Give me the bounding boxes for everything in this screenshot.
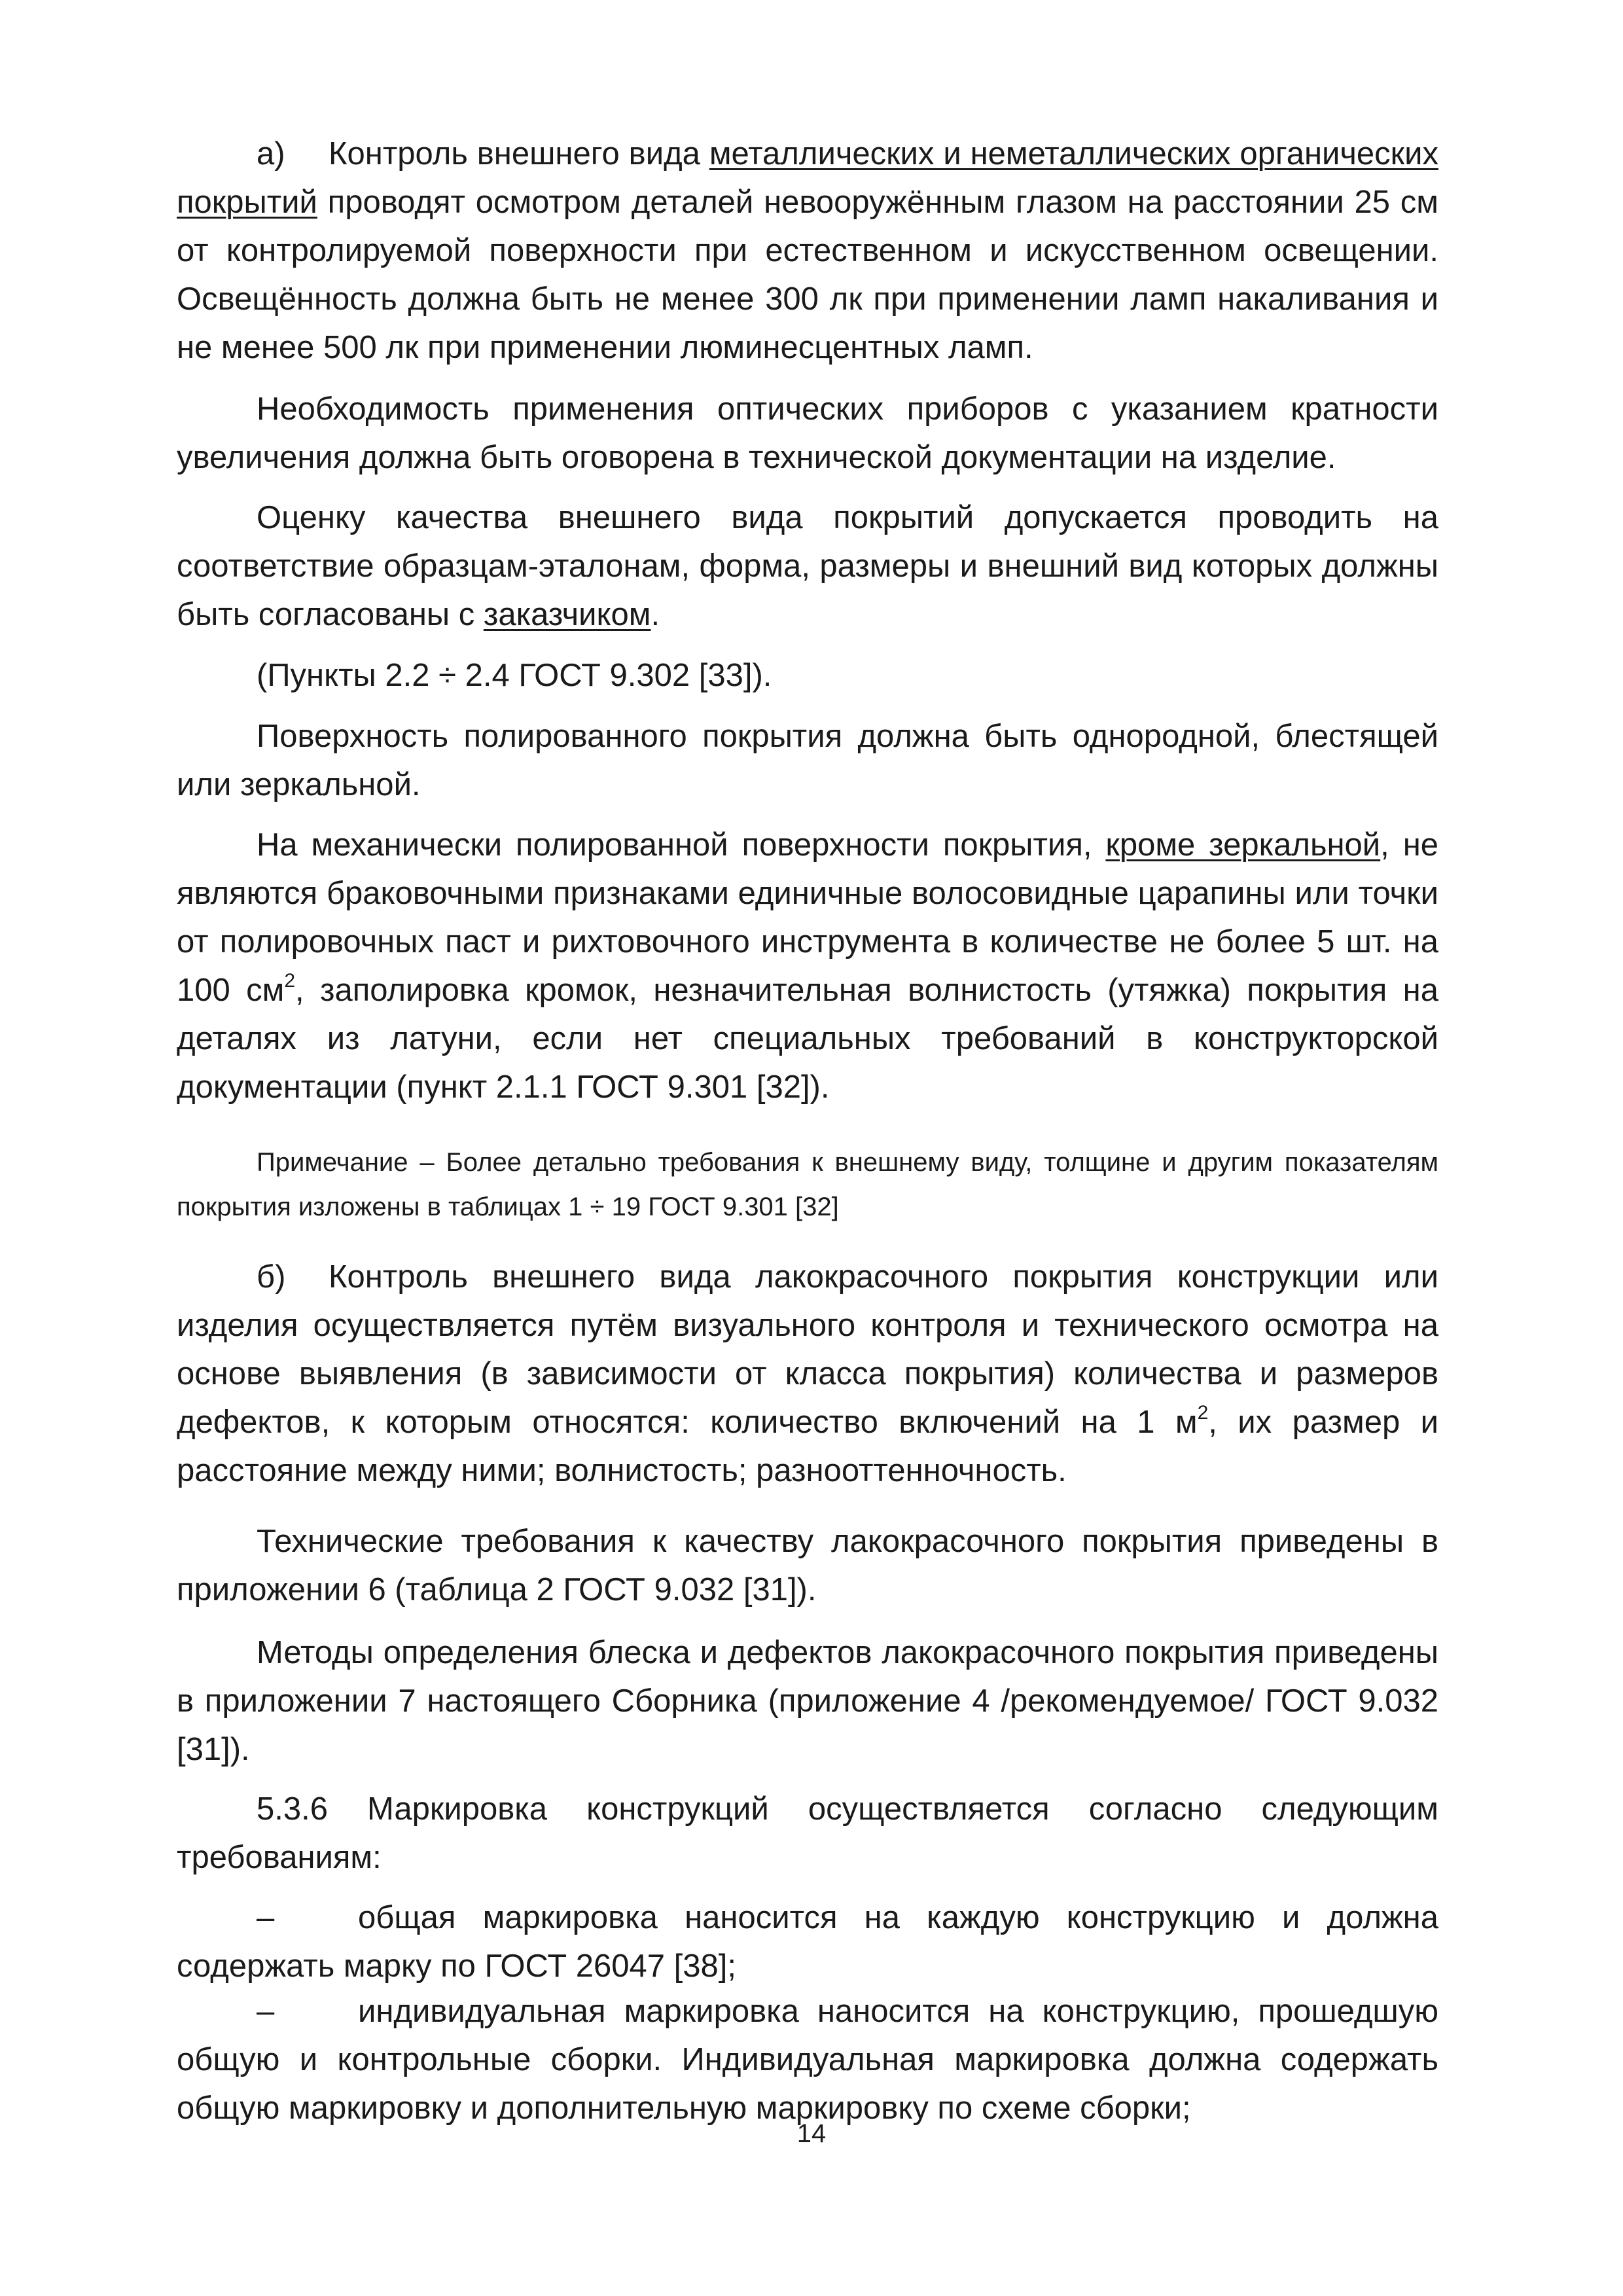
paragraph-mechanical-polishing xyxy=(177,821,1438,1111)
underlined-text-except-mirror: кроме зеркальной xyxy=(1105,827,1381,863)
list-label-a: а) xyxy=(257,136,285,171)
underlined-text-coatings: металлических и неметаллических органических покрытий xyxy=(177,136,1438,220)
list-item-text: общая маркировка наносится на каждую конструкцию и должна содержать марку по ГОСТ 26047 [38]; xyxy=(177,1900,1438,1984)
underlined-text-customer: заказчиком xyxy=(483,597,651,632)
paragraph-5-3-6: 5.3.6 Маркировка конструкций осуществляется согласно следующим требованиям: xyxy=(177,1791,1438,1875)
paragraph-a-text-2: проводят осмотром деталей невооружённым глазом на расстоянии 25 см от контролируемой поверхности при естественном и искусственном освещении. Освещённость должна быть не менее 300 лк при применении ламп накаливания и не менее 500 лк при применении люминесцентных ламп. xyxy=(177,185,1438,365)
note: Примечание – Более детально требования к внешнему виду, толщине и другим показателям покрытия изложены в таблицах 1 ÷ 19 ГОСТ 9.301 [32] xyxy=(177,1148,1438,1221)
paragraph-a xyxy=(177,130,1438,372)
paragraph-samples-text-2: . xyxy=(651,597,660,632)
paragraph-b-text-2: , их размер и расстояние между ними; волнистость; разнооттенночность. xyxy=(177,1405,1438,1488)
list-item xyxy=(177,1987,1438,2132)
page-number: 14 xyxy=(796,2119,827,2148)
superscript-2: 2 xyxy=(284,969,296,992)
paragraph-samples xyxy=(177,493,1438,639)
paragraph-samples-text-1: Оценку качества внешнего вида покрытий допускается проводить на соответствие образцам-эталонам, форма, размеры и внешний вид которых должны быть согласованы с xyxy=(177,500,1438,632)
paragraph-technical-requirements: Технические требования к качеству лакокрасочного покрытия приведены в приложении 6 (таблица 2 ГОСТ 9.032 [31]). xyxy=(177,1524,1438,1607)
paragraph-mech-text-2: , не являются браковочными признаками единичные волосовидные царапины или точки от полировочных паст и рихтовочного инструмента в количестве не более 5 шт. на 100 см xyxy=(177,827,1439,1008)
paragraph-a-text-1: Контроль внешнего вида xyxy=(329,136,709,171)
paragraph-polished-surface: Поверхность полированного покрытия должна быть однородной, блестящей или зеркальной. xyxy=(177,719,1438,802)
list-dash: – xyxy=(257,1994,275,2029)
superscript-2: 2 xyxy=(1197,1401,1209,1424)
list-label-b: б) xyxy=(257,1259,286,1295)
paragraph-optics: Необходимость применения оптических приборов с указанием кратности увеличения должна быть оговорена в технической документации на изделие. xyxy=(177,391,1438,475)
list-item xyxy=(177,1893,1438,1990)
paragraph-mech-text-3: , заполировка кромок, незначительная волнистость (утяжка) покрытия на деталях из латуни, если нет специальных требований в конструкторской документации (пункт 2.1.1 ГОСТ 9.301 [32]). xyxy=(177,973,1438,1105)
paragraph-b-text-1: Контроль внешнего вида лакокрасочного покрытия конструкции или изделия осуществляется путём визуального контроля и технического осмотра на основе выявления (в зависимости от класса покрытия) количества и размеров дефектов, к которым относятся: количество включений на 1 м xyxy=(177,1259,1438,1440)
paragraph-methods: Методы определения блеска и дефектов лакокрасочного покрытия приведены в приложении 7 настоящего Сборника (приложение 4 /рекомендуемое/ ГОСТ 9.032 [31]). xyxy=(177,1635,1438,1767)
list-item-text: индивидуальная маркировка наносится на конструкцию, прошедшую общую и контрольные сборки. Индивидуальная маркировка должна содержать общую маркировку и дополнительную маркировку по схеме сборки; xyxy=(177,1994,1438,2126)
list-dash: – xyxy=(257,1900,275,1935)
paragraph-points-reference: (Пункты 2.2 ÷ 2.4 ГОСТ 9.302 [33]). xyxy=(257,658,772,693)
paragraph-mech-text-1: На механически полированной поверхности покрытия, xyxy=(257,827,1106,863)
paragraph-b xyxy=(177,1253,1438,1495)
